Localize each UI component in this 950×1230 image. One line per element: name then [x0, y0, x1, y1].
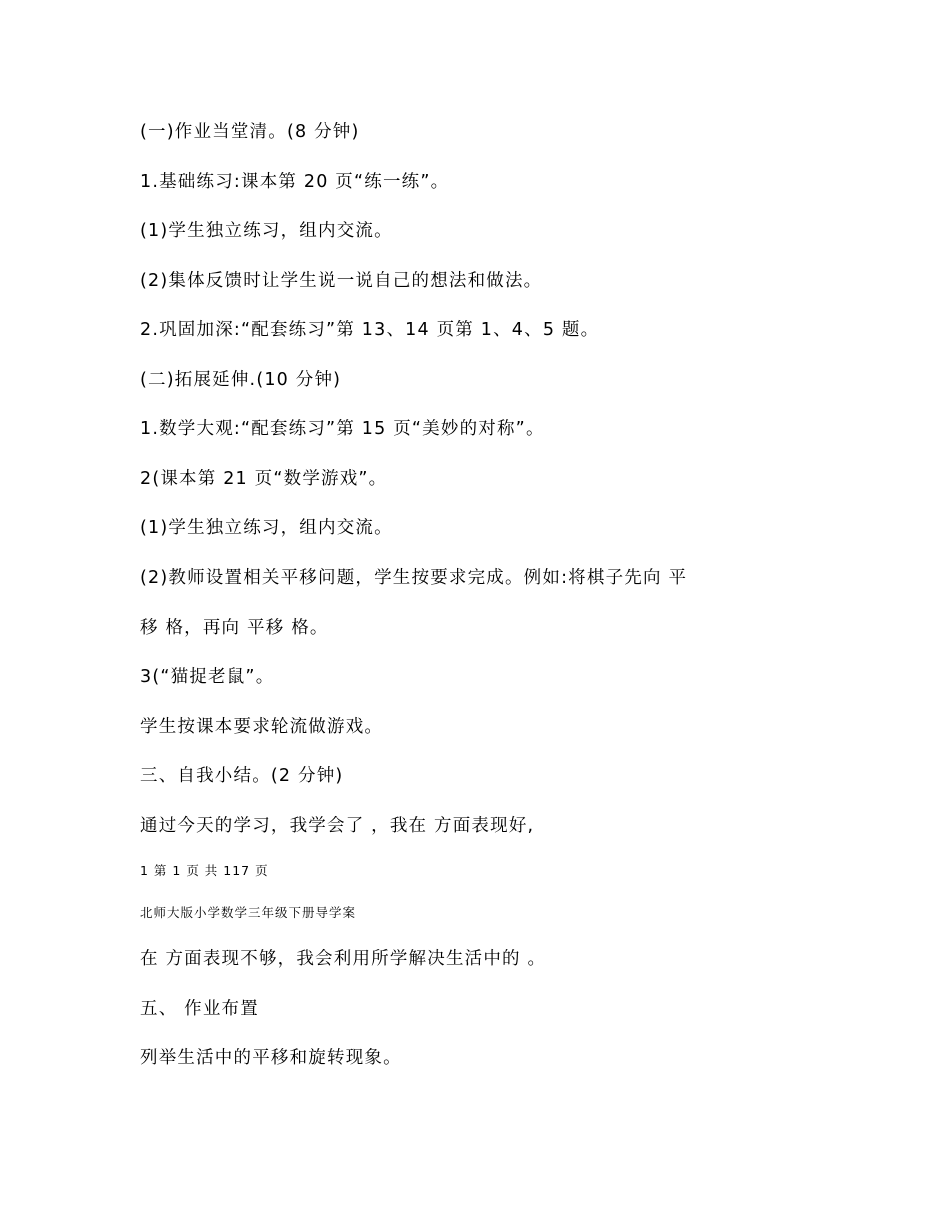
independent-practice-line: (1)学生独立练习，组内交流。	[140, 221, 393, 241]
page-number: 1 第 1 页 共 117 页	[140, 863, 269, 878]
translation-problem-continued: 移 格，再向 平移 格。	[140, 618, 329, 638]
math-game-line: 2(课本第 21 页“数学游戏”。	[140, 469, 388, 489]
independent-practice-line-2: (1)学生独立练习，组内交流。	[140, 518, 393, 538]
section-assignment-heading: 五、 作业布置	[140, 999, 259, 1019]
section-homework-heading: (一)作业当堂清。(8 分钟)	[140, 122, 360, 142]
assignment-line: 列举生活中的平移和旋转现象。	[140, 1048, 402, 1068]
summary-line-continued: 在 方面表现不够，我会利用所学解决生活中的 。	[140, 949, 547, 969]
section-extension-heading: (二)拓展延伸.(10 分钟)	[140, 370, 342, 390]
consolidation-line: 2.巩固加深:“配套练习”第 13、14 页第 1、4、5 题。	[140, 320, 600, 340]
cat-mouse-line: 3(“猫捉老鼠”。	[140, 667, 275, 687]
math-view-line: 1.数学大观:“配套练习”第 15 页“美妙的对称”。	[140, 419, 545, 439]
game-rules-line: 学生按课本要求轮流做游戏。	[140, 717, 384, 737]
section-summary-heading: 三、自我小结。(2 分钟)	[140, 766, 344, 786]
basic-practice-line: 1.基础练习:课本第 20 页“练一练”。	[140, 172, 450, 192]
feedback-line: (2)集体反馈时让学生说一说自己的想法和做法。	[140, 271, 543, 291]
document-title: 北师大版小学数学三年级下册导学案	[140, 905, 357, 920]
summary-line: 通过今天的学习，我学会了 ，我在 方面表现好,	[140, 816, 535, 836]
translation-problem-line: (2)教师设置相关平移问题，学生按要求完成。例如:将棋子先向 平	[140, 568, 688, 588]
